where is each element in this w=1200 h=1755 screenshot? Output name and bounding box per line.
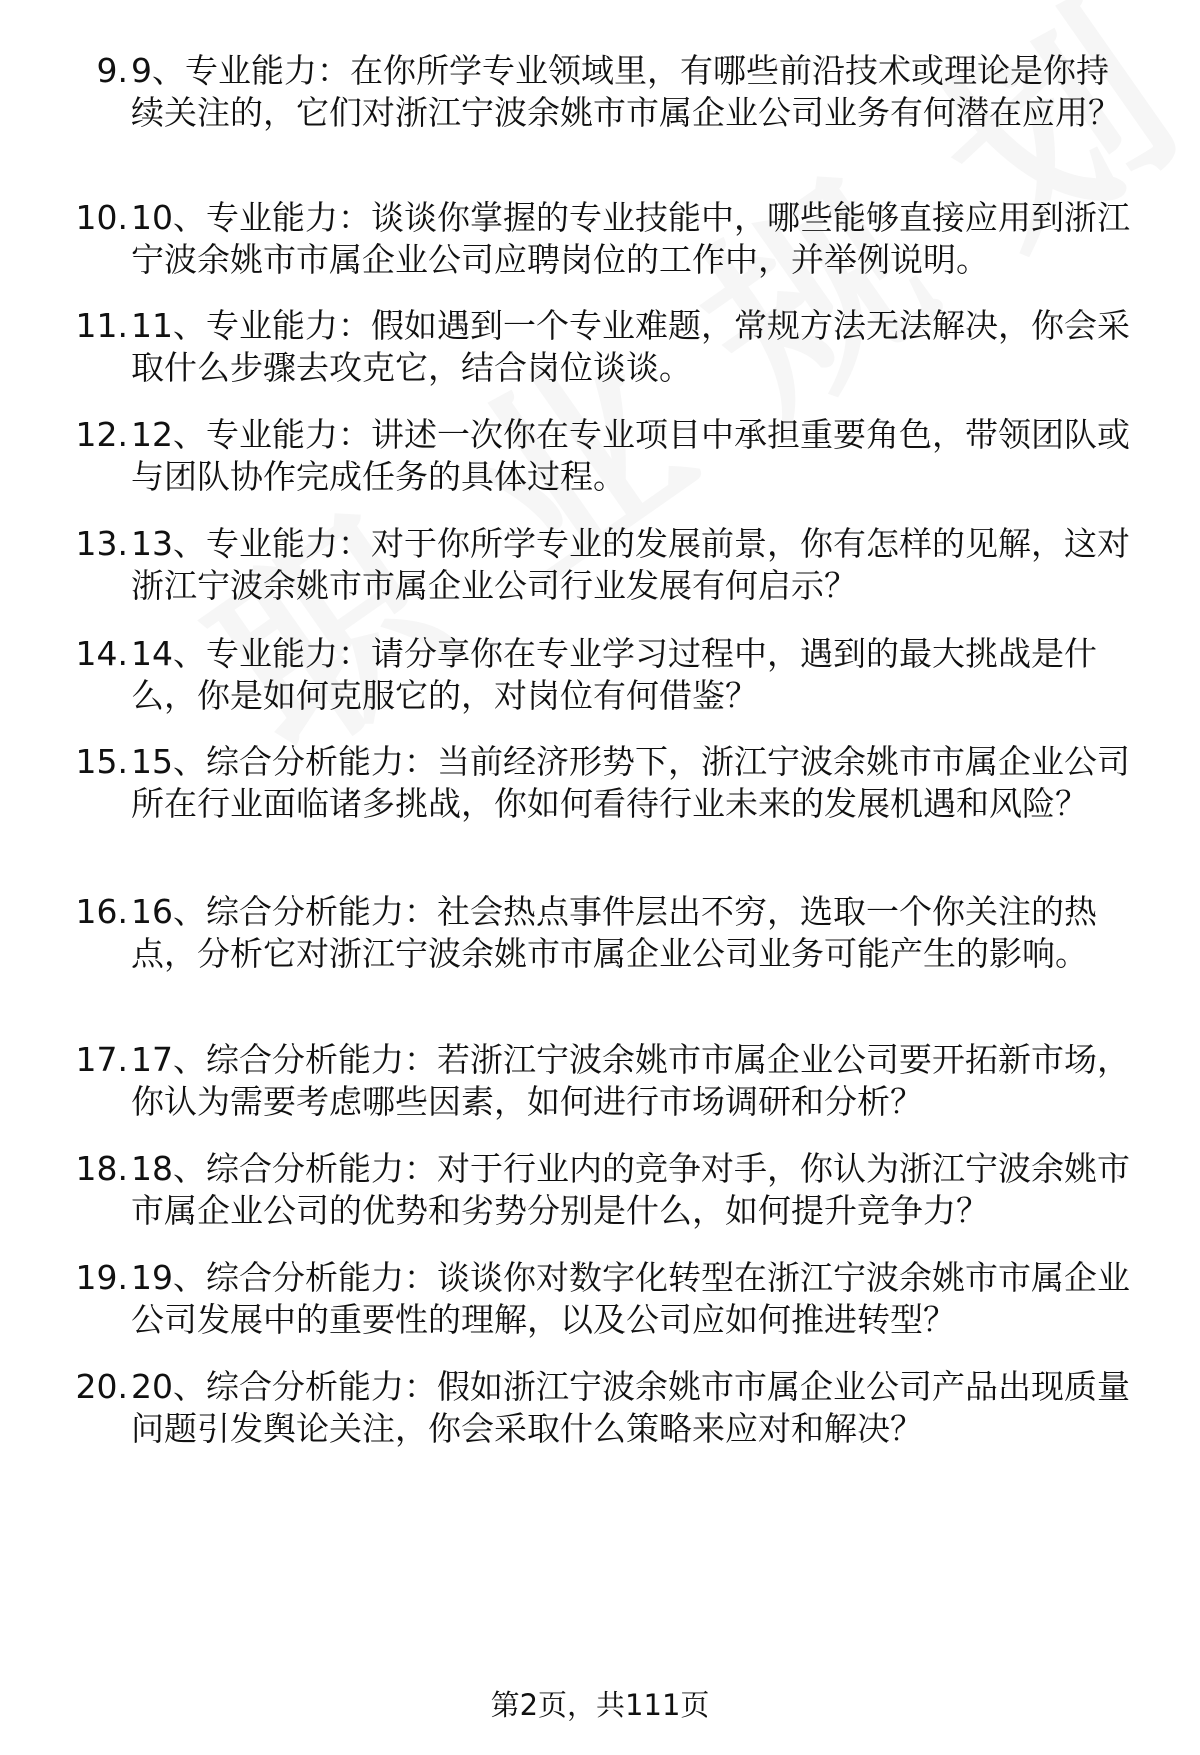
question-text: 11、专业能力：假如遇到一个专业难题，常规方法无法解决，你会采取什么步骤去攻克它，结合岗位谈谈。 bbox=[131, 306, 1130, 387]
question-text: 10、专业能力：谈谈你掌握的专业技能中，哪些能够直接应用到浙江宁波余姚市市属企业公司应聘岗位的工作中，并举例说明。 bbox=[131, 198, 1130, 279]
question-number: 15. bbox=[75, 742, 128, 781]
question-text: 16、综合分析能力：社会热点事件层出不穷，选取一个你关注的热点，分析它对浙江宁波余姚市市属企业公司业务可能产生的影响。 bbox=[131, 892, 1097, 973]
question-text: 15、综合分析能力：当前经济形势下，浙江宁波余姚市市属企业公司所在行业面临诸多挑战，你如何看待行业未来的发展机遇和风险？ bbox=[131, 742, 1130, 823]
question-number: 20. bbox=[75, 1367, 128, 1406]
question-number: 19. bbox=[75, 1258, 128, 1297]
question-number: 18. bbox=[75, 1149, 128, 1188]
question-number: 14. bbox=[75, 634, 128, 673]
page-footer bbox=[0, 1685, 1200, 1725]
question-number: 9. bbox=[96, 51, 128, 90]
question-number: 17. bbox=[75, 1040, 128, 1079]
question-text: 12、专业能力：讲述一次你在专业项目中承担重要角色，带领团队或与团队协作完成任务的具体过程。 bbox=[131, 415, 1130, 496]
question-text: 20、综合分析能力：假如浙江宁波余姚市市属企业公司产品出现质量问题引发舆论关注，你会采取什么策略来应对和解决？ bbox=[131, 1367, 1130, 1448]
question-number: 12. bbox=[75, 415, 128, 454]
question-text: 18、综合分析能力：对于行业内的竞争对手，你认为浙江宁波余姚市市属企业公司的优势和劣势分别是什么，如何提升竞争力？ bbox=[131, 1149, 1130, 1230]
question-text: 19、综合分析能力：谈谈你对数字化转型在浙江宁波余姚市市属企业公司发展中的重要性的理解，以及公司应如何推进转型？ bbox=[131, 1258, 1130, 1339]
page-number-label: 第2页，共111页 bbox=[490, 1688, 710, 1722]
question-text: 17、综合分析能力：若浙江宁波余姚市市属企业公司要开拓新市场，你认为需要考虑哪些因素，如何进行市场调研和分析？ bbox=[131, 1040, 1130, 1121]
question-text: 9、专业能力：在你所学专业领域里，有哪些前沿技术或理论是你持续关注的，它们对浙江宁波余姚市市属企业公司业务有何潜在应用？ bbox=[131, 51, 1121, 132]
question-text: 13、专业能力：对于你所学专业的发展前景，你有怎样的见解，这对浙江宁波余姚市市属企业公司行业发展有何启示？ bbox=[131, 524, 1130, 605]
question-number: 13. bbox=[75, 524, 128, 563]
question-number: 10. bbox=[75, 198, 128, 237]
question-number: 11. bbox=[75, 306, 128, 345]
question-number: 16. bbox=[75, 892, 128, 931]
question-text: 14、专业能力：请分享你在专业学习过程中，遇到的最大挑战是什么，你是如何克服它的，对岗位有何借鉴？ bbox=[131, 634, 1097, 715]
